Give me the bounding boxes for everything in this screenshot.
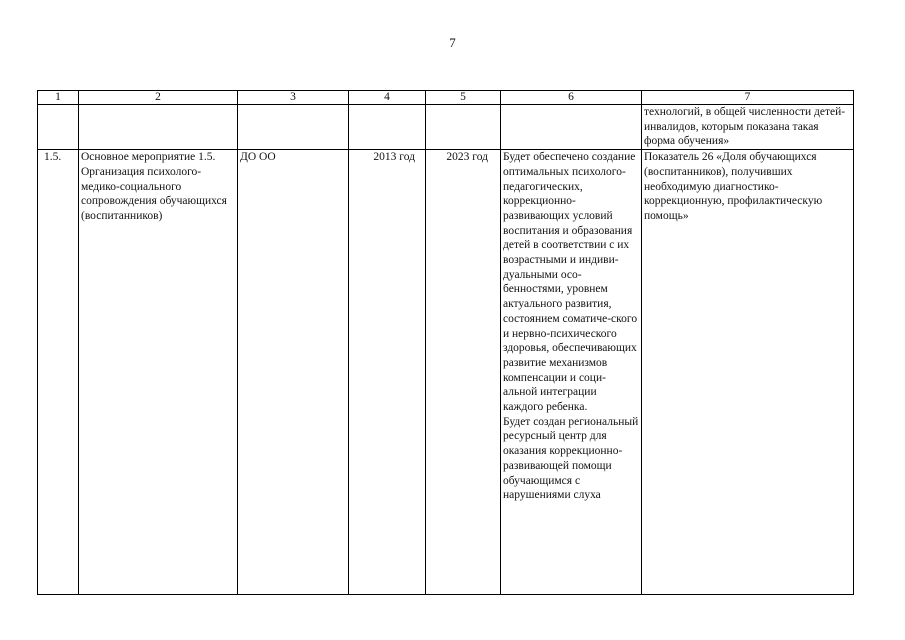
column-header-6: 6	[501, 91, 642, 105]
cont-cell-6	[501, 105, 642, 150]
cont-cell-1	[38, 105, 79, 150]
cont-cell-5	[426, 105, 501, 150]
measures-table	[37, 90, 854, 595]
cont-cell-indicator: технологий, в общей численности детей-инвалидов, которым показана такая форма обучения»	[642, 105, 854, 150]
table-row-1-5	[38, 150, 854, 595]
cont-cell-2	[79, 105, 238, 150]
column-header-7: 7	[642, 91, 854, 105]
page-number: 7	[449, 35, 456, 50]
row-number-cell: 1.5.	[38, 150, 79, 595]
table-header-row	[38, 91, 854, 105]
column-header-5: 5	[426, 91, 501, 105]
column-header-2: 2	[79, 91, 238, 105]
table-row-continuation	[38, 105, 854, 150]
column-header-3: 3	[238, 91, 349, 105]
measure-cell: Основное мероприятие 1.5. Организация психолого-медико-социального сопровождения обучающихся (воспитанников)	[79, 150, 238, 595]
end-year-cell: 2023 год	[426, 150, 501, 595]
column-header-1: 1	[38, 91, 79, 105]
result-paragraph-1: Будет обеспечено создание оптимальных психолого-педагогических, коррекционно-развивающих условий воспитания и образования детей в соответствии с их возрастными и индиви-дуальными осо-бенностями, уровнем актуального развития, состоянием соматиче-ского и нервно-психического здоровья, обеспечивающих развитие механизмов компенсации и соци-альной интеграции каждого ребенка.	[503, 151, 638, 414]
cont-cell-4	[349, 105, 426, 150]
indicator-cell: Показатель 26 «Доля обучающихся (воспитанников), получивших необходимую диагностико-коррекционную, профилактическую помощь»	[642, 150, 854, 595]
result-paragraph-2: Будет создан региональный ресурсный центр для оказания коррекционно-развивающей помощи обучающимся с нарушениями слуха	[503, 415, 639, 502]
executor-cell: ДО ОО	[238, 150, 349, 595]
start-year-cell: 2013 год	[349, 150, 426, 595]
column-header-4: 4	[349, 91, 426, 105]
result-cell	[501, 150, 642, 595]
cont-cell-3	[238, 105, 349, 150]
